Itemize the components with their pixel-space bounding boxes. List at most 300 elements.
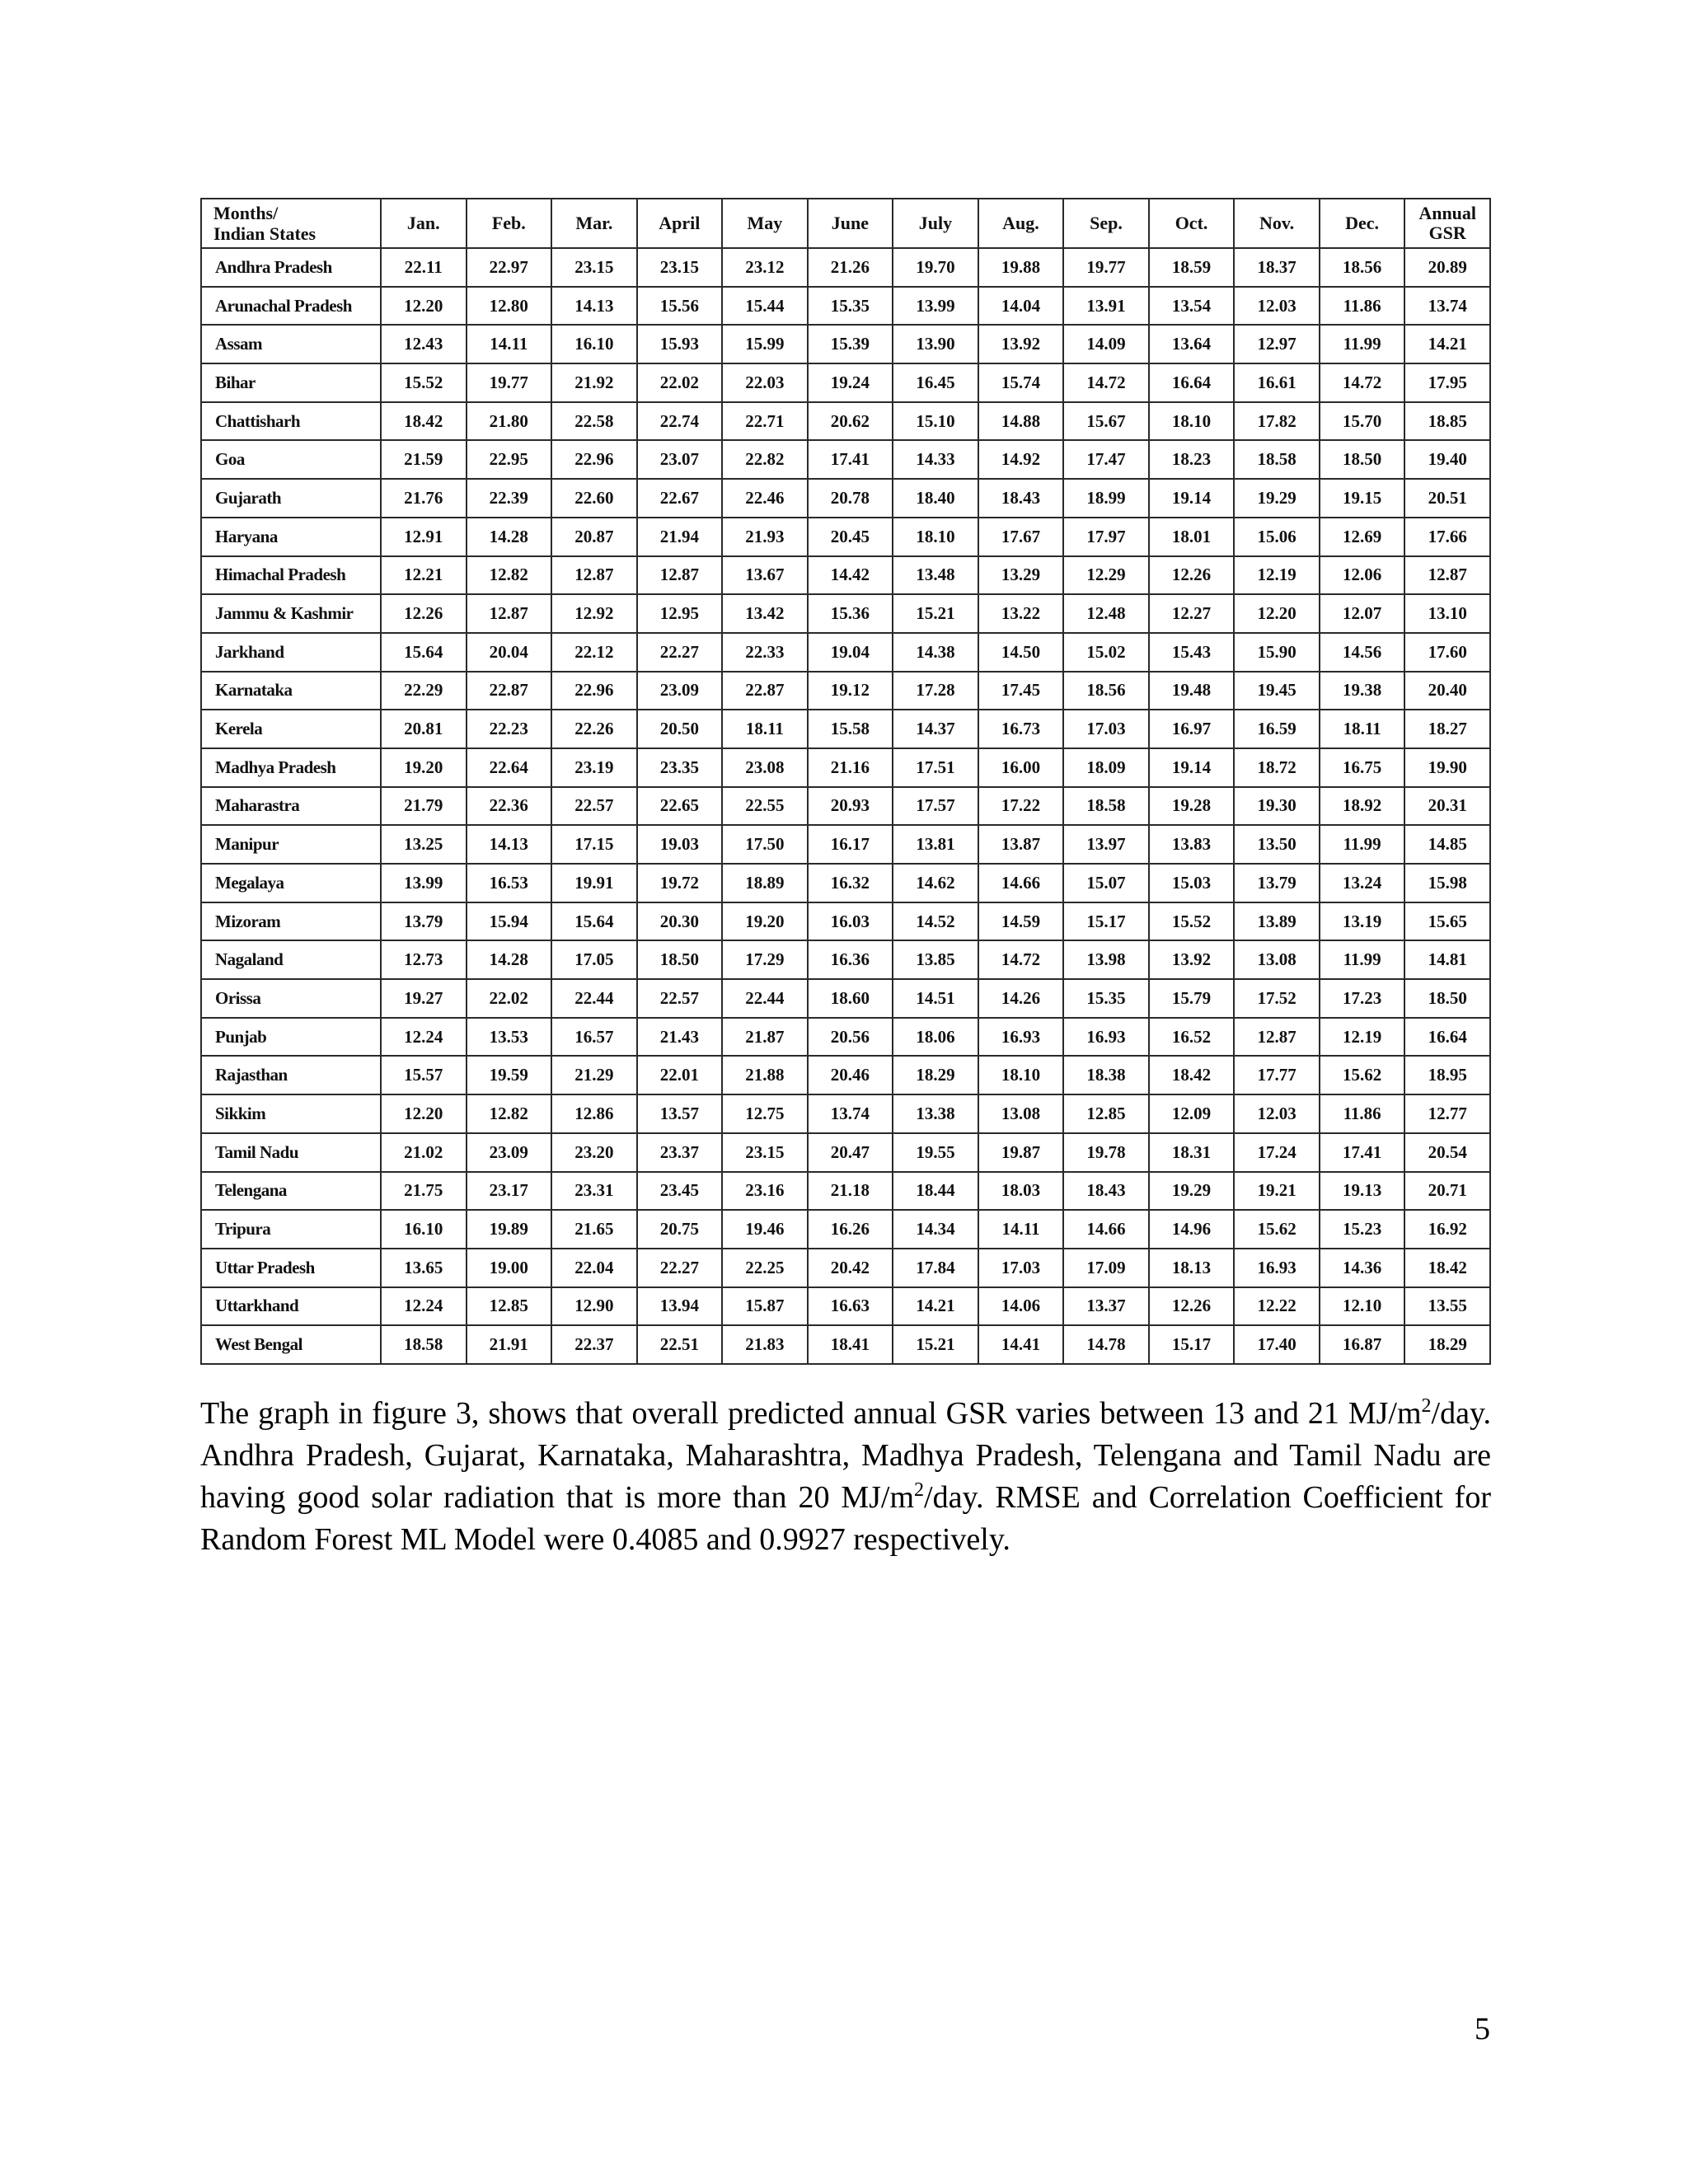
header-corner [201,199,381,248]
state-name-cell: Jarkhand [201,633,381,672]
gsr-value-cell: 13.94 [637,1287,723,1326]
gsr-value-cell: 17.52 [1234,979,1320,1018]
gsr-value-cell: 12.10 [1320,1287,1405,1326]
gsr-value-cell: 14.96 [1149,1210,1235,1249]
annual-gsr-cell: 18.50 [1404,979,1490,1018]
gsr-value-cell: 18.10 [1149,402,1235,441]
gsr-value-cell: 22.39 [467,479,552,518]
gsr-value-cell: 22.29 [381,672,467,710]
gsr-value-cell: 17.41 [808,440,893,479]
gsr-value-cell: 18.43 [978,479,1064,518]
state-name-cell: Uttarkhand [201,1287,381,1326]
gsr-value-cell: 14.28 [467,518,552,556]
state-name-cell: Andhra Pradesh [201,248,381,287]
gsr-value-cell: 13.87 [978,825,1064,864]
gsr-value-cell: 12.07 [1320,594,1405,633]
state-name-cell: Rajasthan [201,1056,381,1094]
gsr-value-cell: 17.50 [722,825,808,864]
annual-gsr-cell: 18.42 [1404,1249,1490,1287]
gsr-value-cell: 20.50 [637,710,723,748]
gsr-value-cell: 14.33 [893,440,978,479]
gsr-value-cell: 16.57 [551,1018,637,1057]
annual-gsr-cell: 16.64 [1404,1018,1490,1057]
gsr-value-cell: 16.59 [1234,710,1320,748]
gsr-value-cell: 18.42 [1149,1056,1235,1094]
gsr-value-cell: 14.50 [978,633,1064,672]
gsr-value-cell: 18.06 [893,1018,978,1057]
gsr-value-cell: 22.04 [551,1249,637,1287]
gsr-value-cell: 18.43 [1063,1172,1149,1211]
gsr-value-cell: 15.94 [467,902,552,941]
annual-gsr-cell: 18.85 [1404,402,1490,441]
gsr-value-cell: 15.17 [1063,902,1149,941]
gsr-value-cell: 22.65 [637,787,723,826]
month-header: Nov. [1234,199,1320,248]
gsr-value-cell: 21.18 [808,1172,893,1211]
gsr-value-cell: 20.93 [808,787,893,826]
gsr-value-cell: 19.55 [893,1133,978,1172]
gsr-value-cell: 19.29 [1149,1172,1235,1211]
gsr-value-cell: 20.47 [808,1133,893,1172]
gsr-value-cell: 19.59 [467,1056,552,1094]
gsr-value-cell: 23.15 [637,248,723,287]
gsr-value-cell: 16.73 [978,710,1064,748]
gsr-value-cell: 23.19 [551,748,637,787]
annual-gsr-cell: 20.54 [1404,1133,1490,1172]
gsr-value-cell: 12.87 [467,594,552,633]
annual-gsr-cell: 14.21 [1404,325,1490,363]
gsr-value-cell: 22.87 [722,672,808,710]
gsr-value-cell: 22.67 [637,479,723,518]
gsr-value-cell: 13.57 [637,1094,723,1133]
gsr-value-cell: 16.00 [978,748,1064,787]
gsr-value-cell: 15.44 [722,287,808,326]
gsr-value-cell: 16.63 [808,1287,893,1326]
gsr-value-cell: 15.56 [637,287,723,326]
gsr-value-cell: 13.79 [381,902,467,941]
gsr-value-cell: 19.24 [808,363,893,402]
gsr-value-cell: 18.03 [978,1172,1064,1211]
gsr-value-cell: 14.37 [893,710,978,748]
gsr-value-cell: 13.54 [1149,287,1235,326]
table-row [201,1249,1490,1287]
gsr-value-cell: 15.52 [1149,902,1235,941]
gsr-value-cell: 15.74 [978,363,1064,402]
gsr-value-cell: 13.99 [381,864,467,902]
gsr-value-cell: 13.24 [1320,864,1405,902]
gsr-value-cell: 22.55 [722,787,808,826]
gsr-value-cell: 19.29 [1234,479,1320,518]
gsr-value-cell: 16.26 [808,1210,893,1249]
annual-gsr-cell: 18.27 [1404,710,1490,748]
paragraph-text-1: The graph in figure 3, shows that overall predicted annual GSR varies between 13 and 21 MJ/m [200,1396,1422,1431]
gsr-value-cell: 12.06 [1320,556,1405,595]
table-row [201,864,1490,902]
gsr-value-cell: 14.66 [1063,1210,1149,1249]
state-name-cell: Orissa [201,979,381,1018]
gsr-value-cell: 15.02 [1063,633,1149,672]
gsr-value-cell: 22.87 [467,672,552,710]
gsr-value-cell: 12.24 [381,1287,467,1326]
state-name-cell: West Bengal [201,1325,381,1364]
gsr-value-cell: 12.82 [467,556,552,595]
annual-gsr-header [1404,199,1490,248]
table-row [201,248,1490,287]
gsr-value-cell: 12.09 [1149,1094,1235,1133]
state-name-cell: Manipur [201,825,381,864]
gsr-value-cell: 22.01 [637,1056,723,1094]
gsr-value-cell: 18.13 [1149,1249,1235,1287]
header-corner-line2: Indian States [213,223,316,244]
table-row [201,979,1490,1018]
gsr-value-cell: 13.92 [978,325,1064,363]
gsr-value-cell: 22.64 [467,748,552,787]
gsr-value-cell: 16.64 [1149,363,1235,402]
gsr-value-cell: 14.04 [978,287,1064,326]
gsr-value-cell: 22.44 [722,979,808,1018]
gsr-value-cell: 17.57 [893,787,978,826]
gsr-value-cell: 13.98 [1063,940,1149,979]
gsr-value-cell: 12.26 [1149,556,1235,595]
gsr-value-cell: 15.23 [1320,1210,1405,1249]
gsr-value-cell: 14.13 [467,825,552,864]
gsr-value-cell: 20.42 [808,1249,893,1287]
state-name-cell: Haryana [201,518,381,556]
annual-gsr-cell: 13.55 [1404,1287,1490,1326]
month-header: Sep. [1063,199,1149,248]
gsr-value-cell: 23.20 [551,1133,637,1172]
gsr-value-cell: 21.79 [381,787,467,826]
gsr-value-cell: 11.99 [1320,825,1405,864]
state-name-cell: Bihar [201,363,381,402]
gsr-value-cell: 16.32 [808,864,893,902]
annual-gsr-cell: 17.60 [1404,633,1490,672]
table-row [201,402,1490,441]
gsr-value-cell: 19.03 [637,825,723,864]
month-header: July [893,199,978,248]
gsr-value-cell: 15.62 [1320,1056,1405,1094]
gsr-value-cell: 20.46 [808,1056,893,1094]
gsr-value-cell: 22.95 [467,440,552,479]
state-name-cell: Mizoram [201,902,381,941]
state-name-cell: Kerela [201,710,381,748]
gsr-value-cell: 23.12 [722,248,808,287]
gsr-value-cell: 23.35 [637,748,723,787]
gsr-value-cell: 13.19 [1320,902,1405,941]
gsr-value-cell: 14.62 [893,864,978,902]
paragraph-text-3: /day. RMSE and Correlation Coefficient for Random Forest ML Model were 0.4085 and 0.9927 respectively. [200,1480,1491,1557]
gsr-value-cell: 14.09 [1063,325,1149,363]
state-name-cell: Arunachal Pradesh [201,287,381,326]
gsr-value-cell: 18.40 [893,479,978,518]
annual-gsr-cell: 14.85 [1404,825,1490,864]
gsr-value-cell: 22.26 [551,710,637,748]
gsr-value-cell: 12.69 [1320,518,1405,556]
gsr-value-cell: 14.11 [467,325,552,363]
header-row [201,199,1490,248]
annual-gsr-cell: 13.74 [1404,287,1490,326]
gsr-value-cell: 23.17 [467,1172,552,1211]
gsr-value-cell: 19.38 [1320,672,1405,710]
gsr-value-cell: 22.36 [467,787,552,826]
state-name-cell: Punjab [201,1018,381,1057]
gsr-value-cell: 14.72 [1320,363,1405,402]
gsr-value-cell: 23.37 [637,1133,723,1172]
gsr-value-cell: 19.28 [1149,787,1235,826]
gsr-value-cell: 23.15 [551,248,637,287]
gsr-value-cell: 12.22 [1234,1287,1320,1326]
table-row [201,902,1490,941]
gsr-value-cell: 16.52 [1149,1018,1235,1057]
gsr-value-cell: 14.92 [978,440,1064,479]
state-name-cell: Karnataka [201,672,381,710]
gsr-value-cell: 13.83 [1149,825,1235,864]
gsr-value-cell: 19.13 [1320,1172,1405,1211]
gsr-value-cell: 11.86 [1320,1094,1405,1133]
gsr-value-cell: 21.94 [637,518,723,556]
month-header: June [808,199,893,248]
gsr-value-cell: 12.73 [381,940,467,979]
gsr-value-cell: 16.53 [467,864,552,902]
gsr-value-cell: 12.75 [722,1094,808,1133]
gsr-value-cell: 15.03 [1149,864,1235,902]
gsr-value-cell: 17.23 [1320,979,1405,1018]
gsr-value-cell: 22.58 [551,402,637,441]
gsr-value-cell: 15.17 [1149,1325,1235,1364]
gsr-value-cell: 22.33 [722,633,808,672]
gsr-value-cell: 22.27 [637,633,723,672]
table-row [201,940,1490,979]
gsr-value-cell: 19.88 [978,248,1064,287]
state-name-cell: Assam [201,325,381,363]
gsr-value-cell: 16.36 [808,940,893,979]
table-row [201,1094,1490,1133]
gsr-value-cell: 18.29 [893,1056,978,1094]
annual-gsr-cell: 17.66 [1404,518,1490,556]
gsr-value-cell: 18.31 [1149,1133,1235,1172]
gsr-value-cell: 22.44 [551,979,637,1018]
annual-gsr-cell: 20.51 [1404,479,1490,518]
gsr-value-cell: 21.65 [551,1210,637,1249]
gsr-value-cell: 15.07 [1063,864,1149,902]
gsr-value-cell: 18.58 [1063,787,1149,826]
gsr-value-cell: 18.09 [1063,748,1149,787]
gsr-value-cell: 22.60 [551,479,637,518]
body-paragraph [200,1393,1491,1561]
gsr-value-cell: 21.93 [722,518,808,556]
gsr-value-cell: 11.86 [1320,287,1405,326]
gsr-value-cell: 13.89 [1234,902,1320,941]
gsr-value-cell: 11.99 [1320,325,1405,363]
gsr-value-cell: 19.20 [722,902,808,941]
gsr-value-cell: 23.16 [722,1172,808,1211]
gsr-value-cell: 20.78 [808,479,893,518]
gsr-value-cell: 12.87 [637,556,723,595]
gsr-value-cell: 23.08 [722,748,808,787]
annual-gsr-cell: 15.65 [1404,902,1490,941]
gsr-value-cell: 13.97 [1063,825,1149,864]
annual-gsr-header-line: GSR [1428,223,1466,243]
gsr-value-cell: 14.72 [1063,363,1149,402]
table-row [201,710,1490,748]
annual-gsr-cell: 16.92 [1404,1210,1490,1249]
gsr-value-cell: 17.45 [978,672,1064,710]
gsr-value-cell: 21.92 [551,363,637,402]
gsr-value-cell: 12.24 [381,1018,467,1057]
gsr-value-cell: 12.87 [1234,1018,1320,1057]
table-row [201,1172,1490,1211]
gsr-value-cell: 12.85 [467,1287,552,1326]
gsr-value-cell: 14.72 [978,940,1064,979]
state-name-cell: Telengana [201,1172,381,1211]
gsr-value-cell: 13.22 [978,594,1064,633]
gsr-value-cell: 14.26 [978,979,1064,1018]
gsr-value-cell: 15.87 [722,1287,808,1326]
gsr-value-cell: 12.87 [551,556,637,595]
annual-gsr-cell: 13.10 [1404,594,1490,633]
gsr-value-cell: 12.19 [1234,556,1320,595]
gsr-value-cell: 14.51 [893,979,978,1018]
gsr-value-cell: 15.43 [1149,633,1235,672]
gsr-table [200,198,1491,1365]
gsr-value-cell: 18.41 [808,1325,893,1364]
gsr-value-cell: 14.78 [1063,1325,1149,1364]
gsr-value-cell: 23.07 [637,440,723,479]
gsr-value-cell: 20.56 [808,1018,893,1057]
gsr-value-cell: 17.82 [1234,402,1320,441]
gsr-value-cell: 13.48 [893,556,978,595]
gsr-value-cell: 22.57 [551,787,637,826]
annual-gsr-cell: 20.89 [1404,248,1490,287]
gsr-value-cell: 19.14 [1149,479,1235,518]
gsr-value-cell: 22.27 [637,1249,723,1287]
gsr-value-cell: 14.56 [1320,633,1405,672]
gsr-value-cell: 14.42 [808,556,893,595]
gsr-value-cell: 19.70 [893,248,978,287]
gsr-value-cell: 19.20 [381,748,467,787]
gsr-value-cell: 13.29 [978,556,1064,595]
gsr-value-cell: 21.02 [381,1133,467,1172]
annual-gsr-cell: 19.40 [1404,440,1490,479]
gsr-value-cell: 19.78 [1063,1133,1149,1172]
gsr-value-cell: 14.21 [893,1287,978,1326]
gsr-value-cell: 12.86 [551,1094,637,1133]
gsr-value-cell: 22.11 [381,248,467,287]
gsr-value-cell: 19.46 [722,1210,808,1249]
gsr-value-cell: 12.26 [1149,1287,1235,1326]
gsr-value-cell: 18.89 [722,864,808,902]
annual-gsr-cell: 14.81 [1404,940,1490,979]
table-row [201,672,1490,710]
gsr-value-cell: 18.99 [1063,479,1149,518]
gsr-value-cell: 13.38 [893,1094,978,1133]
gsr-value-cell: 17.03 [978,1249,1064,1287]
gsr-value-cell: 18.56 [1063,672,1149,710]
gsr-value-cell: 17.22 [978,787,1064,826]
gsr-value-cell: 16.87 [1320,1325,1405,1364]
annual-gsr-cell: 12.77 [1404,1094,1490,1133]
gsr-value-cell: 16.75 [1320,748,1405,787]
state-name-cell: Madhya Pradesh [201,748,381,787]
table-row [201,479,1490,518]
table-row [201,440,1490,479]
annual-gsr-cell: 19.90 [1404,748,1490,787]
table-row [201,1133,1490,1172]
gsr-value-cell: 13.92 [1149,940,1235,979]
gsr-value-cell: 19.89 [467,1210,552,1249]
gsr-value-cell: 13.85 [893,940,978,979]
gsr-value-cell: 22.96 [551,440,637,479]
gsr-value-cell: 12.20 [1234,594,1320,633]
gsr-value-cell: 22.51 [637,1325,723,1364]
gsr-value-cell: 18.37 [1234,248,1320,287]
gsr-value-cell: 21.16 [808,748,893,787]
gsr-value-cell: 23.15 [722,1133,808,1172]
month-header: Mar. [551,199,637,248]
gsr-value-cell: 21.80 [467,402,552,441]
gsr-value-cell: 15.58 [808,710,893,748]
annual-gsr-cell: 20.31 [1404,787,1490,826]
gsr-value-cell: 14.06 [978,1287,1064,1326]
state-name-cell: Tamil Nadu [201,1133,381,1172]
gsr-value-cell: 16.97 [1149,710,1235,748]
state-name-cell: Tripura [201,1210,381,1249]
gsr-value-cell: 15.21 [893,1325,978,1364]
gsr-value-cell: 18.11 [1320,710,1405,748]
gsr-value-cell: 19.45 [1234,672,1320,710]
gsr-value-cell: 13.99 [893,287,978,326]
gsr-value-cell: 17.77 [1234,1056,1320,1094]
gsr-value-cell: 19.00 [467,1249,552,1287]
gsr-value-cell: 15.35 [1063,979,1149,1018]
gsr-value-cell: 12.26 [381,594,467,633]
gsr-value-cell: 22.96 [551,672,637,710]
gsr-value-cell: 22.57 [637,979,723,1018]
gsr-value-cell: 17.03 [1063,710,1149,748]
gsr-value-cell: 21.87 [722,1018,808,1057]
gsr-value-cell: 13.37 [1063,1287,1149,1326]
gsr-value-cell: 21.88 [722,1056,808,1094]
gsr-value-cell: 13.91 [1063,287,1149,326]
table-row [201,787,1490,826]
gsr-value-cell: 14.59 [978,902,1064,941]
gsr-value-cell: 18.38 [1063,1056,1149,1094]
month-header: Feb. [467,199,552,248]
gsr-value-cell: 12.03 [1234,1094,1320,1133]
annual-gsr-cell: 17.95 [1404,363,1490,402]
header-corner-line1: Months/ [213,202,279,223]
gsr-value-cell: 20.30 [637,902,723,941]
gsr-value-cell: 22.02 [637,363,723,402]
gsr-value-cell: 17.41 [1320,1133,1405,1172]
state-name-cell: Sikkim [201,1094,381,1133]
gsr-value-cell: 15.67 [1063,402,1149,441]
gsr-value-cell: 15.06 [1234,518,1320,556]
table-row [201,1325,1490,1364]
gsr-value-cell: 19.87 [978,1133,1064,1172]
gsr-value-cell: 19.30 [1234,787,1320,826]
gsr-value-cell: 18.50 [637,940,723,979]
gsr-value-cell: 15.10 [893,402,978,441]
gsr-value-cell: 12.85 [1063,1094,1149,1133]
gsr-value-cell: 19.72 [637,864,723,902]
gsr-value-cell: 22.71 [722,402,808,441]
gsr-value-cell: 18.11 [722,710,808,748]
gsr-value-cell: 18.58 [381,1325,467,1364]
gsr-value-cell: 12.19 [1320,1018,1405,1057]
gsr-value-cell: 14.36 [1320,1249,1405,1287]
gsr-value-cell: 17.67 [978,518,1064,556]
